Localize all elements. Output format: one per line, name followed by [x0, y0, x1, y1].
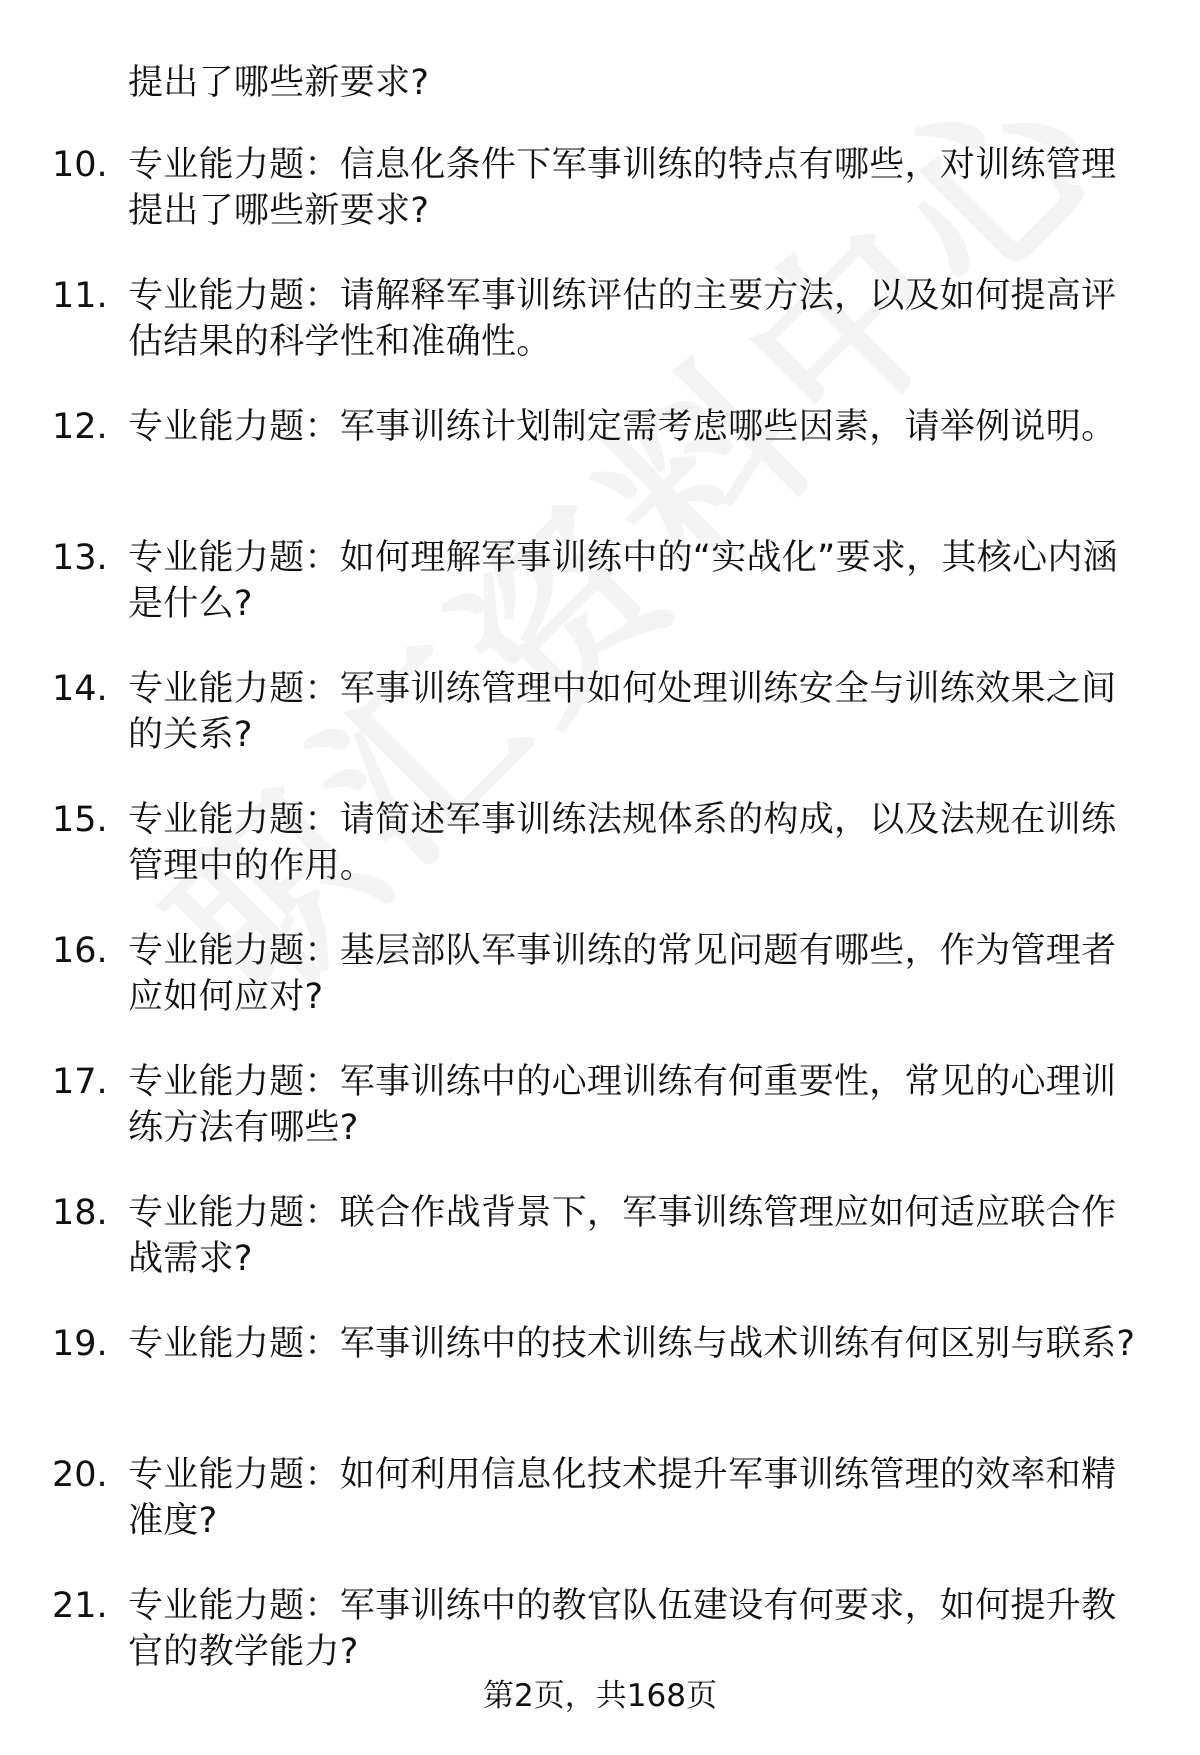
question-text: 专业能力题：基层部队军事训练的常见问题有哪些，作为管理者应如何应对? — [128, 931, 1117, 1017]
question-text: 专业能力题：联合作战背景下，军事训练管理应如何适应联合作战需求? — [128, 1193, 1117, 1279]
question-number: 18. — [52, 1193, 108, 1233]
question-text: 专业能力题：请简述军事训练法规体系的构成，以及法规在训练管理中的作用。 — [128, 800, 1117, 886]
question-text: 专业能力题：请解释军事训练评估的主要方法，以及如何提高评估结果的科学性和准确性。 — [128, 276, 1117, 362]
question-number: 17. — [52, 1062, 108, 1102]
question-text: 专业能力题：军事训练中的心理训练有何重要性，常见的心理训练方法有哪些? — [128, 1062, 1117, 1148]
question-text: 专业能力题：军事训练管理中如何处理训练安全与训练效果之间的关系? — [128, 669, 1117, 755]
question-item — [0, 1059, 1200, 1190]
question-text: 专业能力题：军事训练中的技术训练与战术训练有何区别与联系? — [128, 1324, 1136, 1364]
question-number: 10. — [52, 145, 108, 185]
question-number: 14. — [52, 669, 108, 709]
question-number: 16. — [52, 931, 108, 971]
question-list — [0, 142, 1200, 1714]
question-item — [0, 142, 1200, 273]
question-number: 20. — [52, 1455, 108, 1495]
question-item — [0, 535, 1200, 666]
question-item — [0, 1321, 1200, 1452]
question-item — [0, 666, 1200, 797]
question-item — [0, 928, 1200, 1059]
question-number: 21. — [52, 1586, 108, 1626]
question-item — [0, 797, 1200, 928]
question-text: 专业能力题：军事训练中的教官队伍建设有何要求，如何提升教官的教学能力? — [128, 1586, 1117, 1672]
continuation-text: 提出了哪些新要求? — [128, 63, 430, 103]
question-item — [0, 1452, 1200, 1583]
question-number: 11. — [52, 276, 108, 316]
question-item — [0, 1190, 1200, 1321]
question-number: 13. — [52, 538, 108, 578]
question-text: 专业能力题：信息化条件下军事训练的特点有哪些，对训练管理提出了哪些新要求? — [128, 145, 1117, 231]
question-item — [0, 273, 1200, 404]
question-number: 12. — [52, 407, 108, 447]
question-item — [0, 404, 1200, 535]
question-text: 专业能力题：军事训练计划制定需考虑哪些因素，请举例说明。 — [128, 407, 1117, 447]
question-text: 专业能力题：如何利用信息化技术提升军事训练管理的效率和精准度? — [128, 1455, 1117, 1541]
page-footer: 第2页，共168页 — [483, 1678, 717, 1714]
question-number: 19. — [52, 1324, 108, 1364]
question-number: 15. — [52, 800, 108, 840]
question-text: 专业能力题：如何理解军事训练中的“实战化”要求，其核心内涵是什么? — [128, 538, 1118, 624]
